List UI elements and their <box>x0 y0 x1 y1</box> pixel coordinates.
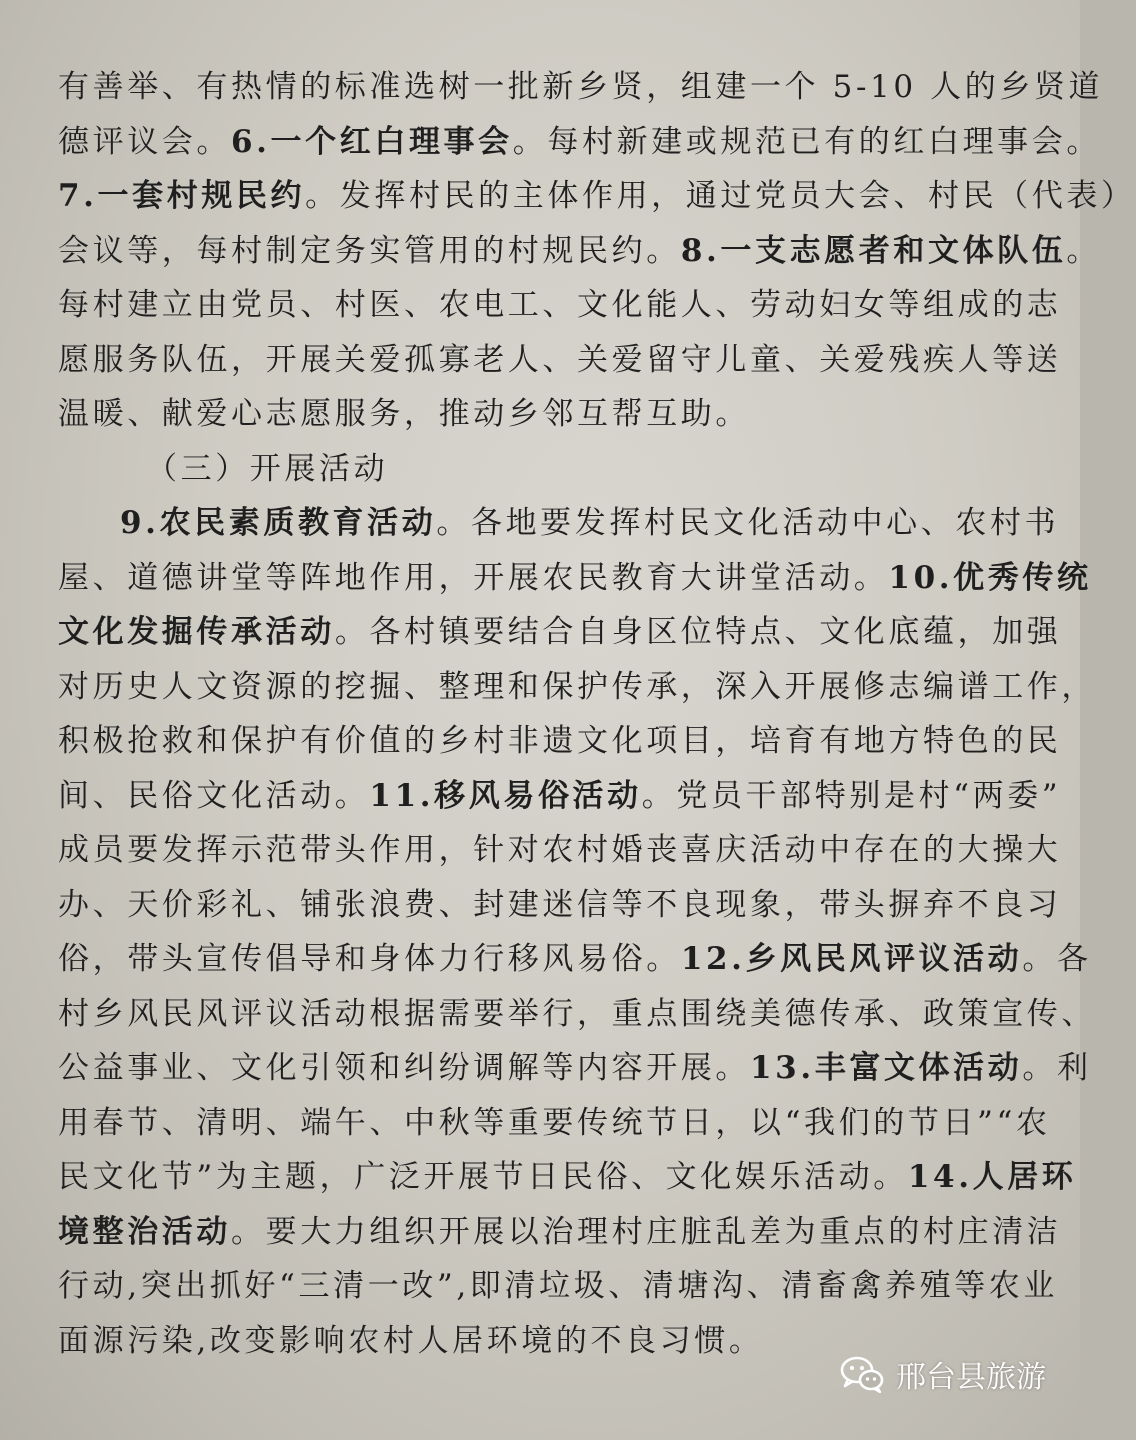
bold-item-heading: 11.移风易俗活动 <box>369 777 642 814</box>
watermark <box>840 1352 1046 1396</box>
text-line <box>58 1205 1062 1260</box>
text-line <box>58 442 1028 497</box>
body-text: 积极抢救和保护有价值的乡村非遗文化项目，培育有地方特色的民 <box>58 723 1062 759</box>
body-text: 。要大力组织开展以治理村庄脏乱差为重点的村庄清洁 <box>231 1213 1062 1250</box>
body-text: 间、民俗文化活动。 <box>58 777 370 814</box>
bold-item-heading: 13.丰富文体活动 <box>750 1050 1023 1086</box>
body-text: 。各地要发挥村民文化活动中心、农村书 <box>436 505 1060 541</box>
watermark-label: 邢台县旅游 <box>896 1360 1046 1395</box>
body-text: 对历史人文资源的挖掘、整理和保护传承，深入开展修志编谱工作， <box>58 668 1096 705</box>
bold-item-heading: 14.人居环 <box>907 1159 1077 1195</box>
text-line <box>58 1041 1092 1096</box>
body-text: 行动,突出抓好“三清一改”,即清垃圾、清塘沟、清畜禽养殖等农业 <box>58 1268 1059 1304</box>
body-text: 村乡风民风评议活动根据需要举行，重点围绕美德传承、政策宣传、 <box>58 995 1096 1032</box>
text-line <box>58 224 1101 279</box>
body-text: 公益事业、文化引领和纠纷调解等内容开展。 <box>58 1050 750 1086</box>
bold-item-heading: 6.一个红白理事会 <box>231 123 513 160</box>
bold-item-heading: 7.一套村规民约 <box>58 178 306 214</box>
body-text: 。发挥村民的主体作用，通过党员大会、村民（代表） <box>305 178 1136 214</box>
body-text: 俗，带头宣传倡导和身体力行移风易俗。 <box>58 941 681 977</box>
text-line <box>58 1096 1051 1151</box>
text-line <box>58 387 1028 442</box>
text-line <box>58 605 1062 660</box>
body-text: 。党员干部特别是村“两委” <box>641 777 1062 814</box>
text-line <box>58 1259 1059 1314</box>
body-text: 成员要发挥示范带头作用，针对农村婚丧喜庆活动中存在的大操大 <box>58 832 1062 868</box>
bold-item-heading: 12.乡风民风评议活动 <box>680 941 1023 977</box>
body-text: 。各村镇要结合自身区位特点、文化底蕴，加强 <box>334 614 1062 650</box>
text-line <box>58 769 1062 824</box>
text-line <box>58 987 1096 1042</box>
body-text: 面源污染,改变影响农村人居环境的不良习惯。 <box>58 1322 764 1359</box>
body-text: （三）开展活动 <box>146 450 389 487</box>
body-text: 会议等，每村制定务实管用的村规民约。 <box>58 232 681 269</box>
body-text: 每村建立由党员、村医、农电工、文化能人、劳动妇女等组成的志 <box>58 287 1062 323</box>
text-line <box>58 333 1062 388</box>
text-line <box>58 551 1092 606</box>
body-text: 。每村新建或规范已有的红白理事会。 <box>512 123 1101 160</box>
bold-item-heading: 文化发掘传承活动 <box>58 614 335 650</box>
body-text: 办、天价彩礼、铺张浪费、封建迷信等不良现象，带头摒弃不良习 <box>58 886 1062 923</box>
bold-item-heading: 8.一支志愿者和文体队伍 <box>680 232 1067 269</box>
body-text: 屋、道德讲堂等阵地作用，开展农民教育大讲堂活动。 <box>58 559 889 596</box>
text-line <box>58 60 1104 115</box>
body-text: 。利 <box>1022 1050 1092 1086</box>
text-line <box>58 278 1062 333</box>
text-line <box>58 115 1101 170</box>
body-text: 温暖、献爱心志愿服务，推动乡邻互帮互助。 <box>58 396 750 432</box>
text-line <box>58 714 1062 769</box>
body-text: 。 <box>1066 232 1101 269</box>
body-text: 愿服务队伍，开展关爱孤寡老人、关爱留守儿童、关爱残疾人等送 <box>58 341 1062 378</box>
body-text: 。各 <box>1022 941 1092 977</box>
body-text: 民文化节”为主题，广泛开展节日民俗、文化娱乐活动。 <box>58 1159 908 1195</box>
bold-item-heading: 境整治活动 <box>58 1213 231 1250</box>
body-text: 有善举、有热情的标准选树一批新乡贤，组建一个 5-10 人的乡贤道 <box>58 69 1104 105</box>
text-line <box>58 823 1062 878</box>
text-line <box>58 169 1136 224</box>
document-body <box>58 60 1136 1368</box>
text-line <box>58 878 1062 933</box>
text-line <box>58 1150 1077 1205</box>
bold-item-heading: 10.优秀传统 <box>888 559 1092 596</box>
wechat-icon <box>840 1355 884 1393</box>
bold-item-heading: 9.农民素质教育活动 <box>120 505 437 541</box>
text-line <box>58 660 1096 715</box>
text-line <box>58 932 1092 987</box>
body-text: 德评议会。 <box>58 123 231 160</box>
body-text: 用春节、清明、端午、中秋等重要传统节日，以“我们的节日”“农 <box>58 1104 1051 1141</box>
text-line <box>58 496 1060 551</box>
